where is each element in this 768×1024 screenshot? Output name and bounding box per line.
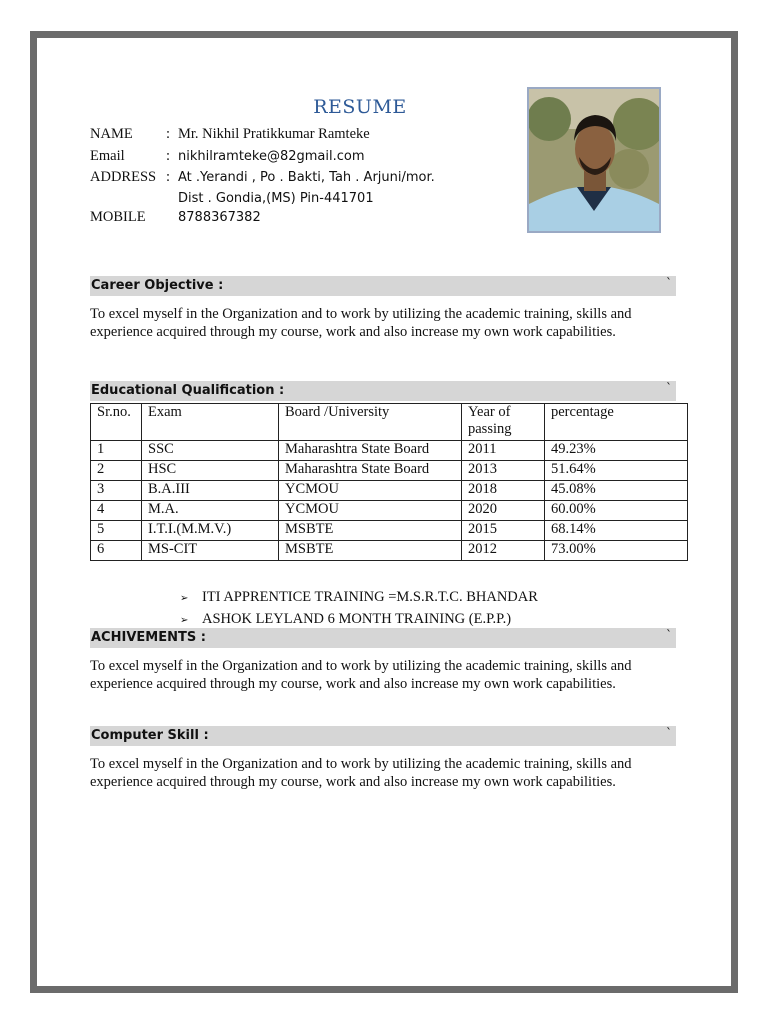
training-text: ASHOK LEYLAND 6 MONTH TRAINING (E.P.P.) bbox=[202, 611, 512, 627]
info-value: 8788367382 bbox=[178, 210, 261, 225]
table-cell: 3 bbox=[91, 481, 142, 501]
education-table bbox=[90, 403, 688, 561]
table-cell: 2011 bbox=[462, 441, 545, 461]
table-cell: 2018 bbox=[462, 481, 545, 501]
info-value: Mr. Nikhil Pratikkumar Ramteke bbox=[178, 126, 370, 142]
info-row bbox=[90, 148, 365, 165]
section-mark: ` bbox=[666, 276, 672, 290]
table-header-cell: percentage bbox=[545, 404, 688, 441]
section-achievements bbox=[90, 628, 676, 648]
training-item bbox=[180, 587, 538, 609]
table-cell: 2015 bbox=[462, 521, 545, 541]
table-cell: 51.64% bbox=[545, 461, 688, 481]
info-row bbox=[90, 169, 435, 186]
table-row bbox=[91, 541, 688, 561]
info-label: ADDRESS bbox=[90, 169, 157, 185]
training-text: ITI APPRENTICE TRAINING =M.S.R.T.C. BHANDAR bbox=[202, 589, 538, 605]
table-cell: 2013 bbox=[462, 461, 545, 481]
table-cell: 45.08% bbox=[545, 481, 688, 501]
info-label: NAME bbox=[90, 126, 133, 142]
section-heading: ACHIVEMENTS : bbox=[91, 630, 206, 645]
info-label: Email bbox=[90, 148, 125, 164]
computer-skill-text bbox=[90, 755, 680, 791]
table-cell: YCMOU bbox=[279, 501, 462, 521]
table-cell: 68.14% bbox=[545, 521, 688, 541]
table-header-cell: Board /University bbox=[279, 404, 462, 441]
table-cell: MS-CIT bbox=[142, 541, 279, 561]
career-objective-text bbox=[90, 305, 680, 341]
table-cell: 6 bbox=[91, 541, 142, 561]
table-cell: 2012 bbox=[462, 541, 545, 561]
table-row bbox=[91, 461, 688, 481]
arrow-bullet-icon: ➢ bbox=[180, 615, 189, 626]
table-cell: Maharashtra State Board bbox=[279, 461, 462, 481]
text-line: To excel myself in the Organization and to work by utilizing the academic training, skills and bbox=[90, 756, 632, 772]
table-cell: YCMOU bbox=[279, 481, 462, 501]
training-list bbox=[180, 587, 538, 631]
table-header-cell: Exam bbox=[142, 404, 279, 441]
info-separator: : bbox=[166, 148, 171, 164]
table-header-row bbox=[91, 404, 688, 441]
info-separator: : bbox=[166, 169, 171, 185]
table-header-cell: Sr.no. bbox=[91, 404, 142, 441]
table-row bbox=[91, 521, 688, 541]
person-photo-icon bbox=[529, 89, 659, 231]
text-line: experience acquired through my course, work and also increase my own work capabilities. bbox=[90, 676, 616, 692]
table-header-cell: Year of passing bbox=[462, 404, 545, 441]
table-row bbox=[91, 481, 688, 501]
info-value: nikhilramteke@82gmail.com bbox=[178, 149, 365, 164]
info-row bbox=[90, 126, 370, 143]
table-cell: B.A.III bbox=[142, 481, 279, 501]
achievements-text bbox=[90, 657, 680, 693]
table-cell: 60.00% bbox=[545, 501, 688, 521]
section-heading: Educational Qualification : bbox=[91, 383, 285, 398]
table-cell: MSBTE bbox=[279, 541, 462, 561]
table-cell: 5 bbox=[91, 521, 142, 541]
table-cell: 1 bbox=[91, 441, 142, 461]
section-mark: ` bbox=[666, 381, 672, 395]
info-value: At .Yerandi , Po . Bakti, Tah . Arjuni/mor. bbox=[178, 170, 435, 185]
table-cell: MSBTE bbox=[279, 521, 462, 541]
section-mark: ` bbox=[666, 726, 672, 740]
text-line: To excel myself in the Organization and to work by utilizing the academic training, skills and bbox=[90, 306, 632, 322]
table-cell: 2020 bbox=[462, 501, 545, 521]
section-career-objective bbox=[90, 276, 676, 296]
info-row bbox=[90, 209, 261, 226]
info-row bbox=[90, 190, 374, 207]
text-line: experience acquired through my course, work and also increase my own work capabilities. bbox=[90, 774, 616, 790]
table-cell: SSC bbox=[142, 441, 279, 461]
section-heading: Career Objective : bbox=[91, 278, 224, 293]
resume-title: RESUME bbox=[313, 96, 407, 118]
table-cell: 49.23% bbox=[545, 441, 688, 461]
arrow-bullet-icon: ➢ bbox=[180, 593, 189, 604]
table-cell: HSC bbox=[142, 461, 279, 481]
profile-photo bbox=[527, 87, 661, 233]
table-cell: 4 bbox=[91, 501, 142, 521]
table-row bbox=[91, 441, 688, 461]
table-row bbox=[91, 501, 688, 521]
info-separator: : bbox=[166, 126, 171, 142]
section-educational-qualification bbox=[90, 381, 676, 401]
table-cell: 73.00% bbox=[545, 541, 688, 561]
section-heading: Computer Skill : bbox=[91, 728, 209, 743]
table-cell: Maharashtra State Board bbox=[279, 441, 462, 461]
text-line: experience acquired through my course, work and also increase my own work capabilities. bbox=[90, 324, 616, 340]
table-cell: I.T.I.(M.M.V.) bbox=[142, 521, 279, 541]
info-value: Dist . Gondia,(MS) Pin-441701 bbox=[178, 191, 374, 206]
info-label: MOBILE bbox=[90, 209, 146, 225]
text-line: To excel myself in the Organization and to work by utilizing the academic training, skills and bbox=[90, 658, 632, 674]
section-mark: ` bbox=[666, 628, 672, 642]
table-cell: M.A. bbox=[142, 501, 279, 521]
section-computer-skill bbox=[90, 726, 676, 746]
table-cell: 2 bbox=[91, 461, 142, 481]
